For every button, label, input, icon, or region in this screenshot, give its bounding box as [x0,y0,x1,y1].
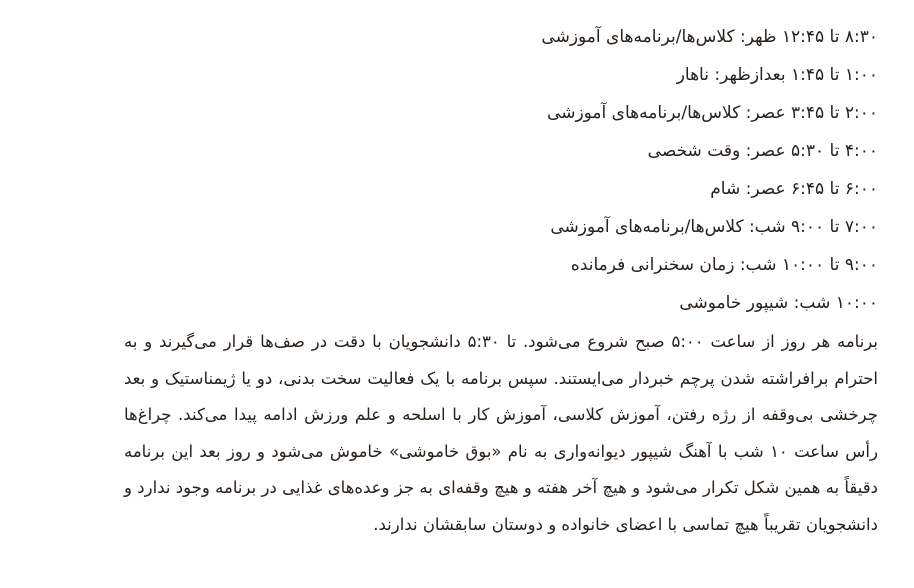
schedule-item: ۴:۰۰ تا ۵:۳۰ عصر: وقت شخصی [647,141,878,161]
body-paragraph: برنامه هر روز از ساعت ۵:۰۰ صبح شروع می‌شود. تا ۵:۳۰ دانشجویان با دقت در صف‌ها قرار می‌گیرند و به احترام برافراشته شدن پرچم خبردار می‌ایستند. سپس برنامه با یک فعالیت سخت بدنی، دو یا ژیمناستیک و بعد چرخشی بی‌وقفه از رژه رفتن، آموزش کلاسی، آموزش کار با اسلحه و علم ورزش ادامه پیدا می‌کند. چراغ‌ها رأس ساعت ۱۰ شب با آهنگ شیپور دیوانه‌واری به نام «بوق خاموشی» خاموش می‌شود و روز بعد این برنامه دقیقاً به همین شکل تکرار می‌شود و هیچ آخر هفته و هیچ وقفه‌ای به جز وعده‌های غذایی در برنامه وجود ندارد و دانشجویان تقریباً هیچ تماسی با اعضای خانواده و دوستان سابقشان ندارند. [124,332,878,534]
schedule-item: ۱۰:۰۰ شب: شیپور خاموشی [679,293,878,313]
schedule-item: ۷:۰۰ تا ۹:۰۰ شب: کلاس‌ها/برنامه‌های آموزشی [550,217,878,237]
schedule-item: ۲:۰۰ تا ۳:۴۵ عصر: کلاس‌ها/برنامه‌های آموزشی [547,103,878,123]
schedule-item: ۸:۳۰ تا ۱۲:۴۵ ظهر: کلاس‌ها/برنامه‌های آموزشی [541,27,878,47]
schedule-item: ۱:۰۰ تا ۱:۴۵ بعدازظهر: ناهار [676,65,878,85]
schedule-item: ۶:۰۰ تا ۶:۴۵ عصر: شام [710,179,878,199]
schedule-item: ۹:۰۰ تا ۱۰:۰۰ شب: زمان سخنرانی فرمانده [570,255,878,275]
daily-schedule-list [24,18,890,322]
